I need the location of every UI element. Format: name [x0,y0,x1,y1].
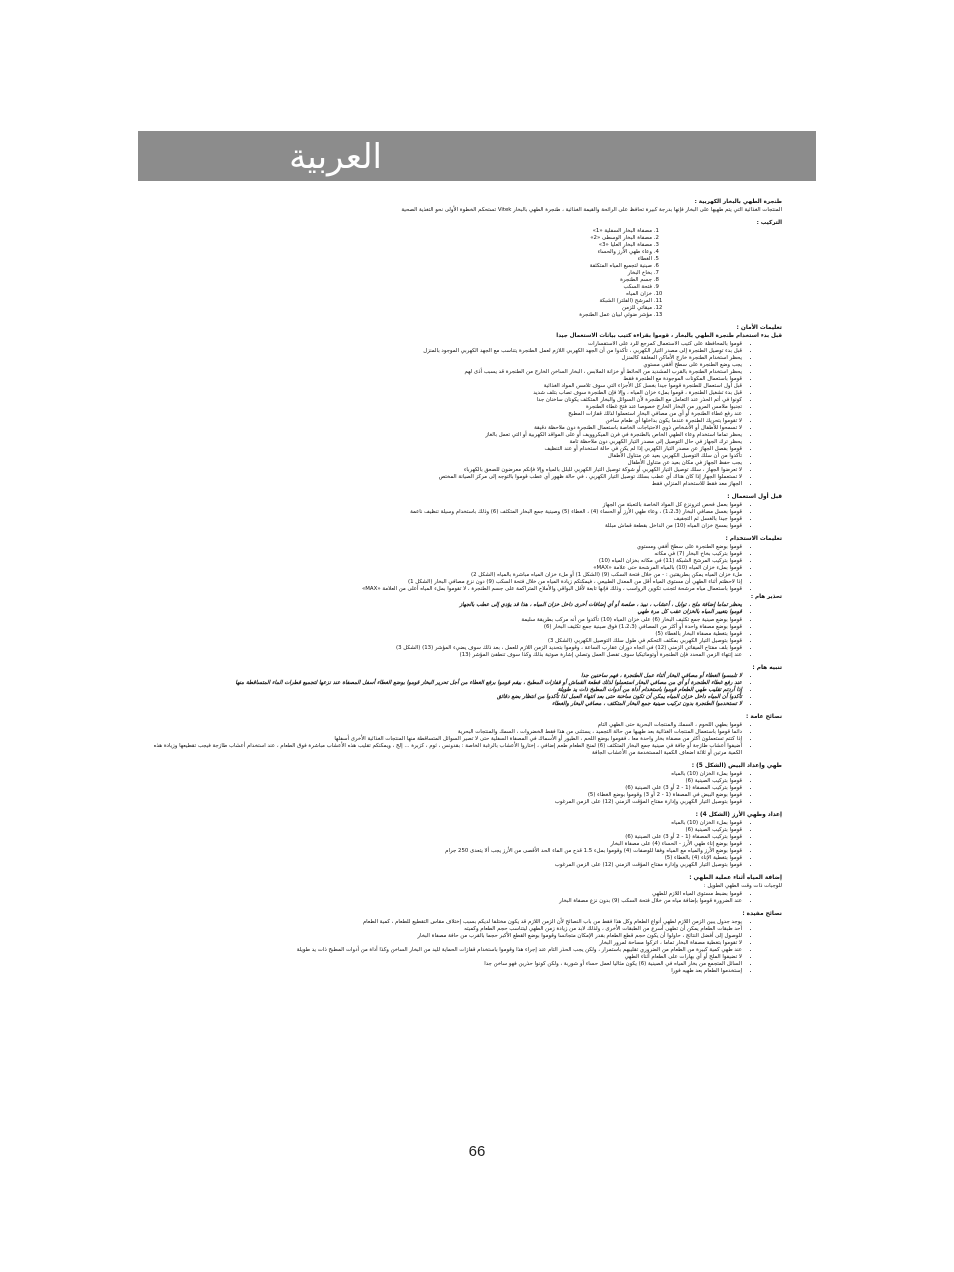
page-number: 66 [468,1143,486,1160]
page-title: العربية [289,137,382,177]
eggs-list [150,771,782,806]
list-item: • يحظر استخدام الطنجرة بالقرب المشديد من الحائط أو خزانة الملابس ، البخار الساخن الخارج من الطنجرة قد يسبب أذى لهم [150,369,742,376]
list-item: • قوموا بتركيب المصفاة (1 - 2 أو 3) على الصينية (6) [150,785,742,792]
list-item: • قوموا بوضع الأرز والمياه مع المياه وفقا للوصفات (4) وقوموا بملء 1.5 قدح من الماء الحد الأقصى من الأرز يجب ألا يتعدى 250 جرام [150,848,742,855]
useful-tips-list [150,919,782,975]
list-item: • قوموا بتوصيل التيار الكهربي وإدارة مفتاح المؤقت الزمني (12) على الزمن المرغوب [150,799,742,806]
list-item: 11. المرشح (الفلتر) الشبكة [150,298,652,305]
list-item: • إذا كنتم تستعملون أكثر من مصفاة بخار واحدة معا ، فقوموا بوضع اللحم ، الطيور أو الأسماك في المصفاة السفلية حتى لا تصير السوائل المتساقطة منها المنتجات الغذائية الأخرى أسفلها [150,736,742,743]
useful-tips-heading: نصائح مفيدة : [742,911,782,917]
list-item: • قوموا بملء خزان المياه (10) بالمياه المرشحة حتى علامة «MAX» [150,565,742,572]
list-item: 9. فتحة السكب [150,284,652,291]
list-item: • قوموا بتغيير المياه بالخزان عقب كل مرة طهي [150,609,742,616]
list-item: • قوموا بمسح خزان المياه (10) من الداخل بقطعة قماش مبللة [150,523,742,530]
list-item: • قبل بدء توصيل الطنجرة إلى مصدر التيار الكهربي ، تأكدوا من أن الجهد الكهربي اللازم لعمل الطنجرة يتناسب مع الجهد الكهربي الموجود بالمنزل [150,348,742,355]
list-item: • قوموا باستعمال المكونات الموجودة مع الطنجرة فقط [150,376,742,383]
list-item: • تجنبوا ملامس المرور من البخار الخارج خصوصا عند فتح غطاء الطنجرة [150,404,742,411]
list-item: • قوموا بوضع الطنجرة على سطح أفقي ومستوي [150,544,742,551]
list-item: • قوموا بضبط مستوى المياه اللازم للطهي [150,891,742,898]
usage-list [150,544,782,593]
rice-heading: إعداد وطهي الأرز (الشكل 4) : [695,812,782,818]
intro-text: المنتجات الغذائية التي يتم طهيها على البخار فإنها بدرجة كبيرة تحافظ على الرائحة والقيمة الغذائية ، طنجرة الطهي بالبخار Vitek تستحكم الخطوة الأولى نحو التغذية الصحية [401,207,782,213]
list-item: • لا تستخدموا الطنجرة بدون تركيب صينية جمع البخار المتكثف ، مصافي البخار والغطاء [150,701,742,708]
first-use-list [150,502,782,530]
list-item: • ملء خزان المياه يمكن بطريقتين : - من خلال فتحة السكب (9) (الشكل 1) أو ملء خزان المياه مباشرة بالمياه (الشكل 2) [150,572,742,579]
list-item: • تأكدوا أن المياه داخل خزان المياه يمكن أن تكون ساخنة حتى بعد انتهاء العمل لذا تأكدوا من انتظار بضع دقائق [150,694,742,701]
list-item: • لا تضيفوا الملح أو أي بهارات على الطعام أثناء الطهي [150,954,742,961]
list-item: 5. الغطاء [150,256,652,263]
list-item: • قوموا بوضع إناء طهي الأرز - الحساء (4) على مصفاة البخار [150,841,742,848]
important-list [150,673,782,708]
list-item: • قوموا بتغطية الإناء (4) بالغطاء (5) [150,855,742,862]
list-item: • قبل أول استعمال للطنجرة قوموا جيدا بغسل كل الأجزاء التي سوف تلامس المواد الغذائية [150,383,742,390]
adding-water-list [150,891,782,905]
list-item: • إذا أردتم تقليب طهي الطعام قوموا باستخدام أداة من أدوات المطبخ ذات يد طويلة [150,687,742,694]
first-use-heading: قبل أول استعمال : [727,494,782,500]
adding-water-line: للوجبات ذات وقت الطهي الطويل : [703,883,782,889]
list-item: • لا تقوموا بتغطية مصفاة البخار تماما ، اتركوا مساحة لمرور البخار [150,940,742,947]
list-item: • الجهاز معد فقط للاستخدام المنزلي فقط [150,481,742,488]
list-item: • عند الضرورة قوموا بإضافة مياه من خلال فتحة السكب (9) بدون نزع مصفاة البخار [150,898,742,905]
list-item: • لا تقوموا بتحريك الطنجرة عندما يكون بداخلها أي طعام ساخن [150,418,742,425]
list-item: • قوموا بلف مفتاح الميقاتي الزمني (12) في اتجاه دوران عقارب الساعة ، وقوموا بتحديد الزمن اللازم للعمل ، بعد ذلك سوف يضيء المؤشر (13) (الشكل 3) [150,645,742,652]
intro-heading: طنجرة الطهي بالبخار الكهربية : [694,199,782,205]
list-item: 1. مصفاة البخار السفلية «1» [150,228,652,235]
general-tips-list [150,722,782,757]
list-item: • قوموا بالمحافظة على كتيب الاستعمال كمرجع للرد على الاستفسارات [150,341,742,348]
list-item: • قوموا باستعمال مياه مرشحة لتجنب تكوين الرواسب ، وذلك فإنها تابعة لأقل البواقي والأملاح المتراكمة على جسم الطنجرة ، لا تقوموا بملء المياه أعلى من العلامة «MAX» [150,586,742,593]
list-item: • قوموا بتركيب المصفاة (1 - 2 أو 3) على الصينية (6) [150,834,742,841]
list-item: • إذا لاحظتم أثناء الطهي أن مستوى المياه أقل من المعدل الطبيعي ، فيمكنكم زيادة المياه من خلال فتحة السكب (9) دون نزع مصافي البخار (الشكل 1) [150,579,742,586]
list-item: • عند رفع غطاء الطنجرة أو أي من مصافي البخار استعملوا لذلك قطعة القماش أو قفازات المطبخ ، بيقم قوموا برفع الغطاء من أجل تحرير البخار قوموا بوضع الغطاء أسفل المصفاة عند نزعها لتجميع قطرات الماء المتساقطة منها [150,680,742,687]
list-item: • كونوا في أتم الحذر عند التعامل مع الطنجرة لأن السوائل والبخار المتكثف يكونان ساخنان جدا [150,397,742,404]
list-item: • قوموا بتركيب بخاخ البخار (7) في مكانه [150,551,742,558]
safety-subheading: قبل بدء استخدام طنجرة الطهي بالبخار ، قوموا بقراءة كتيب بيانات الاستعمال جيدا [556,333,782,339]
list-item: • عند إنتهاء الزمن المحدد فإن الطنجرة أوتوماتيكيا سوف تفصل العمل وتصلي إشارة صوتية بذلك وكذا سوف تنطفئ المؤشر (13) [150,652,742,659]
components-list [150,228,664,319]
list-item: 8. جسم الطنجرة [150,277,652,284]
general-tips-heading: نصائح عامة : [745,714,782,720]
list-item: • قوموا بغسل مصافي البخار (1،2،3) ، وعاء طهي الأرز أو الحساء (4) ، الغطاء (5) وصينية جمع البخار المتكثف (6) وذلك باستخدام وسيلة تنظيف ناعمة [150,509,742,516]
safety-heading: تعليمات الأمان : [736,325,782,331]
list-item: • قوموا بتغطية مصفاة البخار بالغطاء (5) [150,631,742,638]
list-item: • يحظر تماما إضافة ملح ، توابل ، أعشاب ، نبيذ ، صلصة أو أي إضافات أخرى داخل خزان المياه ، هذا قد يؤدي إلى عطب بالجهاز [150,602,742,609]
list-item: • يوجد جدول يبين الزمن اللازم لطهي أنواع الطعام وكل هذا فقط من باب النصائح لأن الزمن اللازم قد يكون مختلفا لديكم بسبب إختلاف مقاس التقطيع للطعام ، كمية الطعام [150,919,742,926]
list-item: • أضيفوا أعشاب طازجة أو جافة في صينية جمع البخار المتكثف (6) لمنح الطعام طعم إضافي ، إختاروا الأعشاب بالرغبة الخاصة : بقدونس ، ثوم ، كزبرة ... إلخ ، ويمكنكم تقليب هذه الأعشاب مباشرة فوق الطعام ، عند استخدام أعشاب طازجة فيجب تقطيعها وزيادة هذه الكمية مرتين أو ثلاثة اضعاف الكمية المستخدمة من الأعشاب الجافة [150,743,742,757]
list-item: • لا تسمحوا للأطفال أو الأشخاص ذوي الاحتياجات الخاصة باستعمال الطنجرة دون ملاحظة دقيقة [150,425,742,432]
list-item: 4. وعاء طهي الأرز والحساء [150,249,652,256]
list-item: • قوموا بملء الخزان (10) بالمياه [150,820,742,827]
list-item: • يحظر تماما استخدام وعاء الطهي الخاص بالطنجرة في فرن الميكروويف أو على المواقد الكهربية أو التي تعمل بالغاز [150,432,742,439]
eggs-heading: طهي وإعداد البيض (الشكل 5) : [691,763,782,769]
list-item: • قوموا بتوصيل التيار الكهربي وإدارة مفتاح المؤقت الزمني (12) على الزمن المرغوب [150,862,742,869]
list-item: • يجب وضع الطنجرة على سطح أفقي مستوي [150,362,742,369]
list-item: • قوموا بتركيب المرشح الشبكة (11) في مكانه بخزان المياه (10) [150,558,742,565]
list-item: • قوموا بتركيب الصينية (6) [150,778,742,785]
list-item: • قوموا بفصل الجهاز عن مصدر التيار الكهربي إذا لم يكن في حالة استخدام أو عند التنظيف [150,446,742,453]
list-item: • يحظر ترك الجهاز في حال التوصيل إلى مصدر التيار الكهربي دون ملاحظة تامة [150,439,742,446]
list-item: 13. مؤشر ضوئي لبيان عمل الطنجرة [150,312,652,319]
list-item: • قوموا بوضع مصفاة واحدة أو أكثر من المصافي (1،2،3) فوق صينية جمع تكثيف البخار (6) [150,624,742,631]
list-item: • دائما قوموا باستعمال المنتجات الغذائية بعد طهيها من حالة التجميد ، يستثنى من هذا فقط الخضروات ، السمك والمنتجات البحرية [150,729,742,736]
list-item: • قوموا بتوصيل التيار الكهربي بمكثف التحكم في طول سلك التوصيل الكهربي (الشكل 3) [150,638,742,645]
list-item: 12. ميقاتي للزمن [150,305,652,312]
list-item: 7. بخاخ البخار [150,270,652,277]
list-item: • إستخدموا الطعام بعد طهيه فورا [150,968,742,975]
list-item: • قوموا بعمل فحص لترونزع كل المواد الخاصة بالتعبئة من الجهاز [150,502,742,509]
list-item: • قوموا بملء الخزان (10) بالمياه [150,771,742,778]
list-item: • لا تستعملوا الجهاز إذا كان هناك أي عطب بسلك توصيل التيار الكهربي ، في حالة ظهور أي عطب قوموا بالتوجه إلى مركز الصيانة المختص [150,474,742,481]
components-heading: التركيب : [756,220,782,226]
list-item: • قبل بدء تشغيل الطنجرة ، قوموا بملء خزان المياه ، وإلا فإن الطنجرة سوف تصاب بتلف شديد [150,390,742,397]
list-item: • قوموا بطهي اللحوم ، السمك والمنتجات البحرية حتى الطهي التام [150,722,742,729]
list-item: • لا تعرضوا الجهاز ، سلك توصيل التيار الكهربي أو شوكة توصيل التيار الكهربي للبلل بالمياه وإلا فإنكم معرضون للصعق بالكهرباء [150,467,742,474]
list-item: • يجب حفظ الجهاز في مكان بعيد عن متناول الأطفال [150,460,742,467]
list-item: 2. مصفاة البخار الوسطى «2» [150,235,652,242]
list-item: • للوصول إلى أفضل النتائج ، حاولوا أن يكون حجم قطع الطعام بقدر الإمكان متجانسا وقوموا بوضع القطع الأكبر حجما بالقرب من حافة مصفاة البخار [150,933,742,940]
rice-list [150,820,782,869]
list-item: • عند رفع غطاء الطنجرة أو أي من مصافي البخار استعملوا لذلك قفازات المطبخ [150,411,742,418]
usage-heading: تعليمات الاستخدام : [725,536,782,542]
list-item: • قوموا بوضع البيض في المصفاة (1 - 2 أو 3) وقوموا بوضع الغطاء (5) [150,792,742,799]
list-item: 10. خزان المياه [150,291,652,298]
list-item: • تأكدوا من أن سلك التوصيل الكهربي بعيد عن متناول الأطفال [150,453,742,460]
warning-heading: تحذير هام : [750,594,782,600]
list-item: • قوموا جيدا بالغسل ثم التجفيف [150,516,742,523]
list-item: • قوموا بتركيب الصينية (6) [150,827,742,834]
list-item: 3. مصفاة البخار العليا «3» [150,242,652,249]
manual-content [150,198,782,975]
list-item: • السائل المتجمع من بخار المياه في الصينية (6) يكون مثاليا لعمل حساء أو شوربة ، ولكن كونوا حذرين فهو ساخن جدا [150,961,742,968]
usage-more-list [150,617,782,659]
language-banner [138,131,816,181]
list-item: • قوموا بوضع صينية جمع تكثيف البخار (6) على خزان المياه (10) تأكدوا من أنه مركب بطريقة سليمة [150,617,742,624]
list-item: 6. صينية لتجميع المياه المتكثفة [150,263,652,270]
list-item: • لا تلمسوا الغطاء أو مصافي البخار أثناء عمل الطنجرة ، فهم ساخنين جدا [150,673,742,680]
adding-water-heading: إضافة المياه أثناء عملية الطهي : [689,875,782,881]
list-item: • عند طهي كمية كبيرة من الطعام من الضروري تقليبهم باستمرار ، ولكن يجب الحذر التام عند إجراء هذا وقوموا باستخدام قفازات الحماية لليد من البخار الساخن وكذا أداة من أدوات المطبخ ذات يد طويلة [150,947,742,954]
list-item: • أحد طبقات الطعام يمكن أن تطهى أسرع من الطبقات الأخرى ، ولذلك لابد من زيادة زمن الطهي ليتناسب حجم الطعام وكميته [150,926,742,933]
safety-list [150,341,782,488]
list-item: • يحظر استخدام الطنجرة خارج الأماكن المغلقة كالمنزل [150,355,742,362]
important-heading: تنبيه هام : [752,665,782,671]
warning-list [150,602,782,616]
